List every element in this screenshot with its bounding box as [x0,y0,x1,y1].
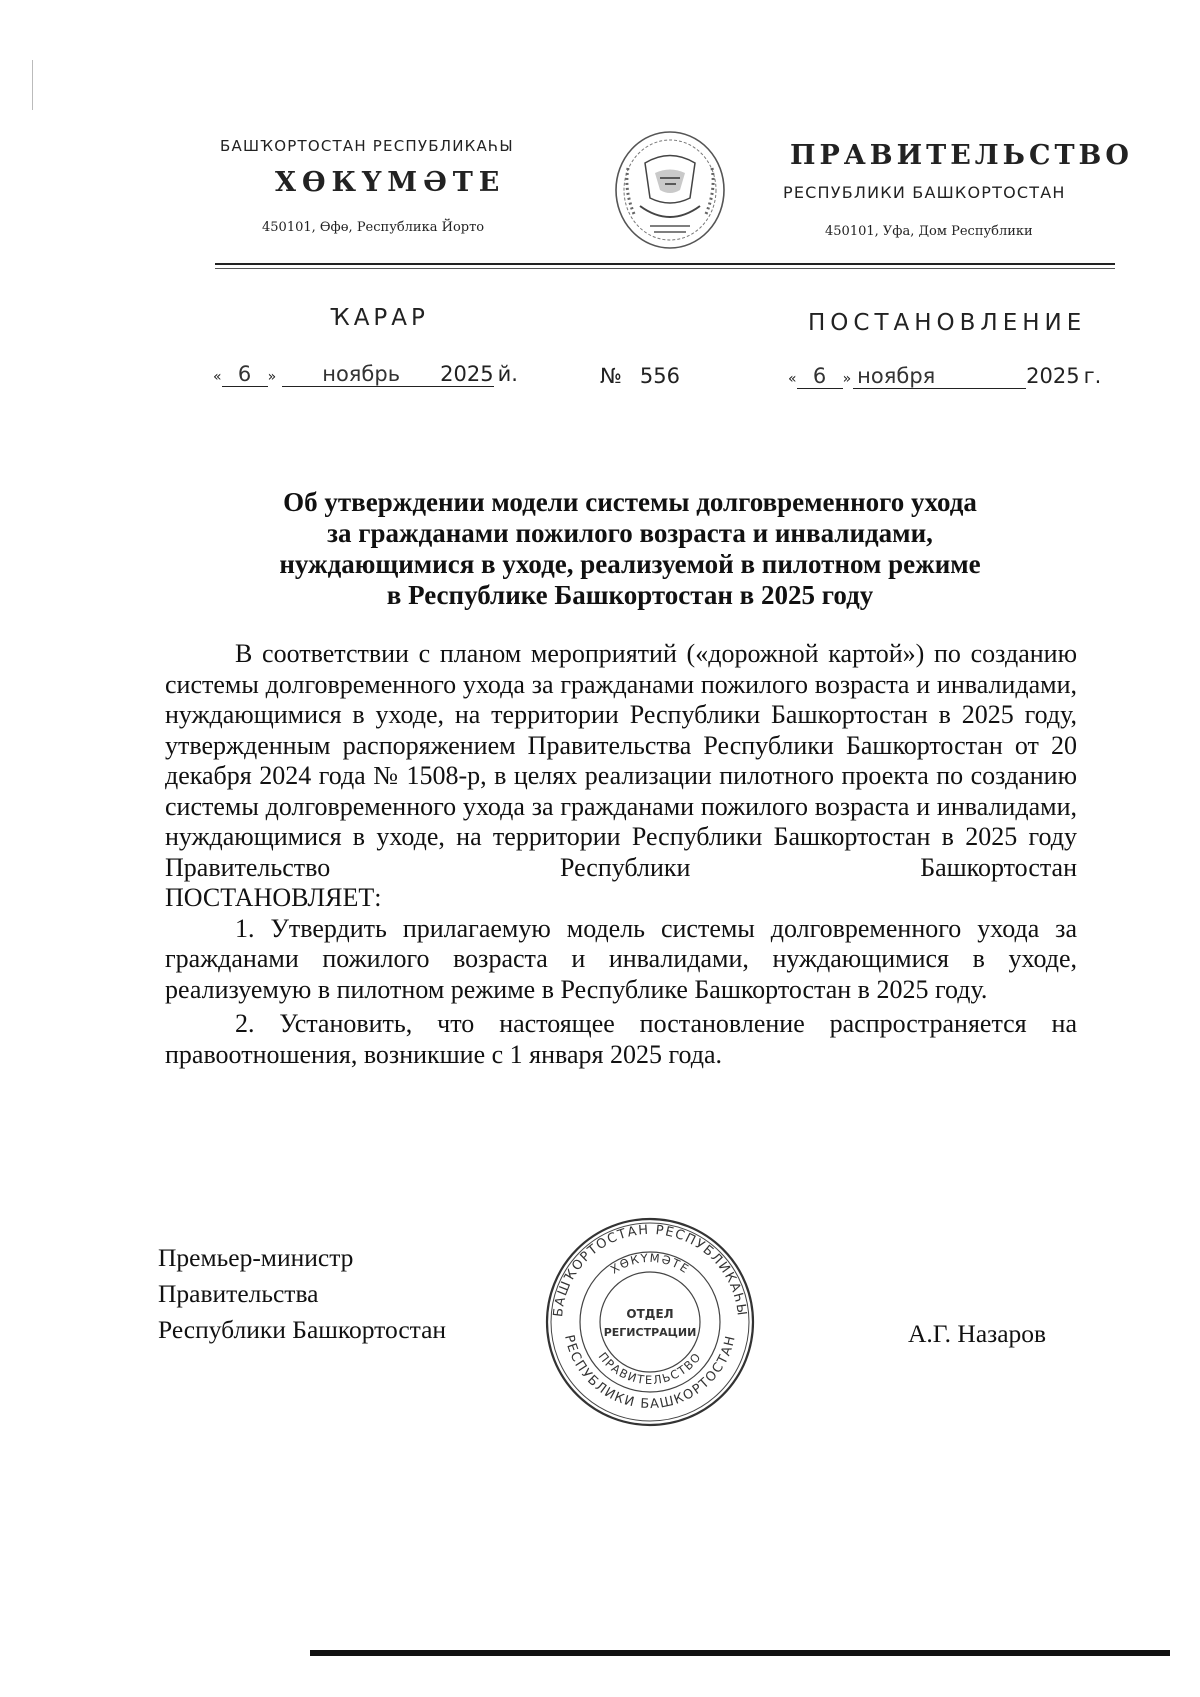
date-left-month: ноябрь [282,362,440,387]
title-line: за гражданами пожилого возраста и инвалидами, [327,518,933,548]
date-right-open-quote: « [788,371,797,387]
stamp-center-line1: ОТДЕЛ [626,1307,674,1321]
coat-of-arms-emblem [610,128,730,253]
signatory-position-line: Премьер-министр [158,1243,354,1272]
resolves-line: ПОСТАНОВЛЯЕТ: [165,883,382,912]
date-right-day: 6 [797,364,843,389]
header-right-line2: РЕСПУБЛИКИ БАШКОРТОСТАН [783,183,1066,202]
item-1-paragraph: 1. Утвердить прилагаемую модель системы долговременного ухода за гражданами пожилого возраста и инвалидами, нуждающимися в уходе, реализуемую в пилотном режиме в Республике Башкортостан в 2025 году. [165,913,1077,1004]
registration-stamp [540,1212,760,1432]
svg-text:БАШҠОРТОСТАН РЕСПУБЛИКАҺЫ [551,1223,749,1318]
stamp-inner-top-text: ХӨКҮМӘТЕ [607,1250,693,1277]
header-left-address: 450101, Өфө, Республика Йорто [262,220,485,235]
date-right-suffix: г. [1083,364,1102,388]
stamp-center-line2: РЕГИСТРАЦИИ [603,1326,697,1339]
doc-type-right: ПОСТАНОВЛЕНИЕ [808,310,1087,336]
date-right-close-quote: » [842,371,852,387]
header-left-line1: БАШҠОРТОСТАН РЕСПУБЛИКАҺЫ [220,137,514,155]
signatory-position [158,1240,446,1348]
date-right-month: ноября [853,364,1026,389]
title-line: в Республике Башкортостан в 2025 году [386,580,874,610]
signatory-name: А.Г. Назаров [908,1319,1047,1348]
date-left-day: 6 [222,362,268,387]
date-right-year: 2025 [1026,364,1080,388]
header-rule-top [215,263,1115,265]
date-left [213,362,518,387]
header-right-address: 450101, Уфа, Дом Республики [825,224,1033,239]
stamp-inner-bottom-text: ПРАВИТЕЛЬСТВО [595,1349,705,1388]
stamp-ring-top-text: БАШҠОРТОСТАН РЕСПУБЛИКАҺЫ [551,1222,750,1318]
doc-type-left: ҠАРАР [330,305,429,331]
document-title [230,487,1030,611]
signatory-position-line: Правительства [158,1279,319,1308]
doc-number-value: 556 [639,364,680,388]
header-rule-bottom [215,268,1115,269]
title-line: Об утверждении модели системы долговременного ухода [283,487,977,517]
date-right [788,364,1101,389]
svg-text:ХӨКҮМӘТЕ [608,1251,692,1277]
scan-artifact-bar [310,1650,1170,1656]
document-body [165,639,1077,1070]
date-left-open-quote: « [213,369,222,385]
date-left-close-quote: » [267,369,277,385]
doc-number [600,364,680,388]
scan-artifact-line [32,60,33,110]
doc-number-sign: № [600,364,622,388]
preamble-paragraph: В соответствии с планом мероприятий («дорожной картой») по созданию системы долговременного ухода за гражданами пожилого возраста и инвалидами, нуждающимися в уходе, на территории Республики Башкортостан в 2025 году, утвержденным распоряжением Правительства Республики Башкортостан от 20 декабря 2024 года № 1508-р, в целях реализации пилотного проекта по созданию системы долговременного ухода за гражданами пожилого возраста и инвалидами, нуждающимися в уходе, на территории Республики Башкортостан в 2025 году Правительство Республики Башкортостан [165,639,1077,882]
item-2-paragraph: 2. Установить, что настоящее постановление распространяется на правоотношения, возникшие с 1 января 2025 года. [165,1009,1077,1069]
svg-text:РЕСПУБЛИКИ БАШКОРТОСТАН [561,1333,739,1412]
title-line: нуждающимися в уходе, реализуемой в пилотном режиме [279,549,981,579]
header-left-line2: ХӨКҮМӘТЕ [275,167,506,198]
date-left-year: 2025 [440,362,494,386]
header-right-line1: ПРАВИТЕЛЬСТВО [790,140,1133,171]
date-left-suffix: й. [497,362,518,386]
signatory-position-line: Республики Башкортостан [158,1315,447,1344]
stamp-ring-bottom-text: РЕСПУБЛИКИ БАШКОРТОСТАН [561,1333,739,1413]
